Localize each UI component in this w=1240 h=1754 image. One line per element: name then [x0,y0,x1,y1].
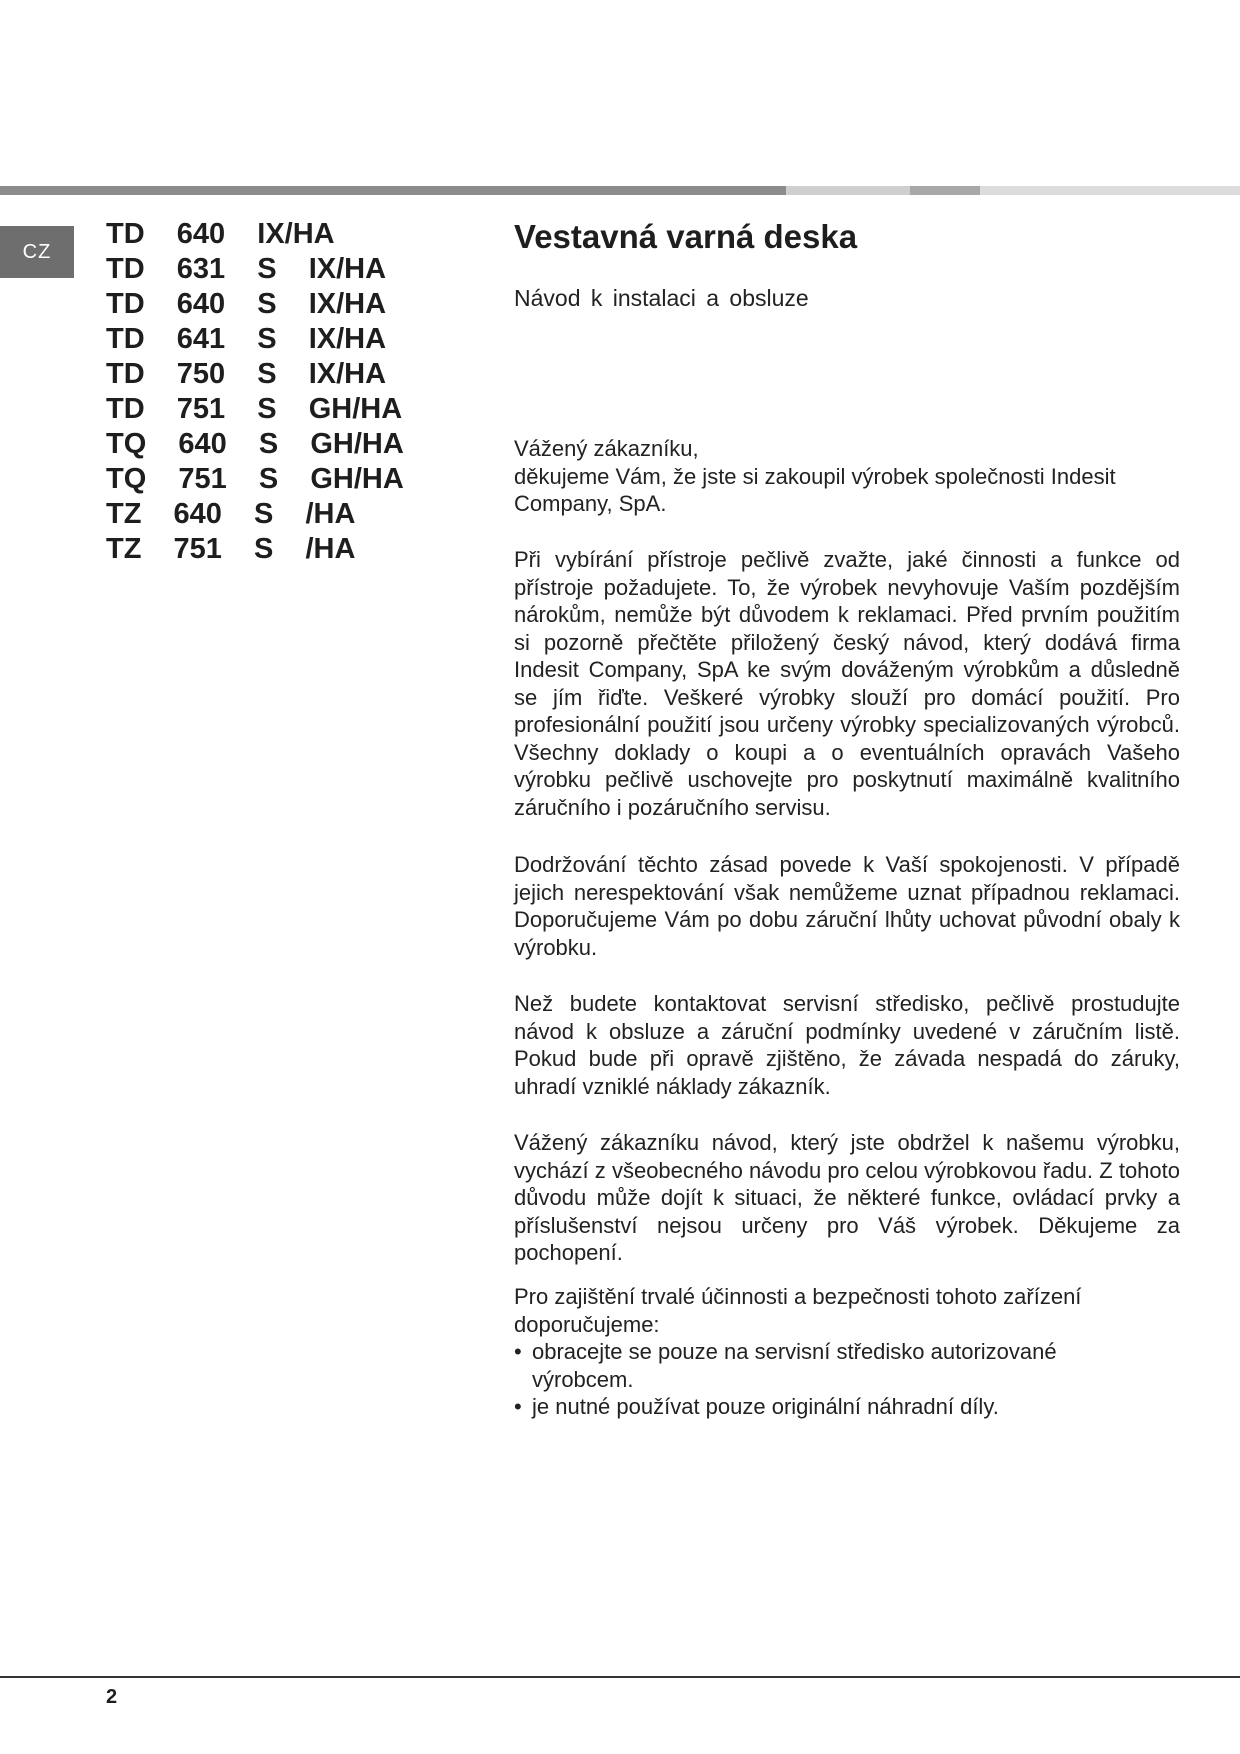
general-manual-paragraph: Vážený zákazníku návod, který jste obdržel k našemu výrobku, vychází z všeobecného návodu pro celou výrobkovou řadu. Z tohoto důvodu může dojít k situaci, že některé funkce, ovládací prvky a příslušenství nejsou určeny pro Váš výrobek. Děkujeme za pochopení. [514,1130,1180,1265]
model-item: TZ 751 S /HA [106,533,356,565]
model-item: TD 751 S GH/HA [106,393,403,425]
header-bar-dark [0,186,786,195]
page-subtitle: Návod k instalaci a obsluze [514,285,809,311]
intro-paragraph: Při vybírání přístroje pečlivě zvažte, jaké činnosti a funkce od přístroje požadujete. To, že výrobek nevyhovuje Vaším pozdějším nárokům, nemůže být důvodem k reklamaci. Před prvním použitím si pozorně přečtěte přiložený český návod, který dodává firma Indesit Company, SpA ke svým dováženým výrobkům a důsledně se jím řiďte. Veškeré výrobky slouží pro domácí použití. Pro profesionální použití jsou určeny výrobky specializovaných výrobců. Všechny doklady o koupi a o eventuálních opravách Vašeho výrobku pečlivě uschovejte pro poskytnutí maximálně kvalitního záručního i pozáručního servisu. [514,547,1180,820]
compliance-paragraph: Dodržování těchto zásad povede k Vaší spokojenosti. V případě jejich nerespektování však nemůžeme uznat případnou reklamaci. Doporučujeme Vám po dobu záruční lhůty uchovat původní obaly k výrobku. [514,852,1180,960]
model-item: TD 750 S IX/HA [106,358,387,390]
model-list [106,217,404,567]
model-item: TD 631 S IX/HA [106,253,387,285]
header-bar-light [980,186,1240,195]
footer-rule [0,1676,1240,1678]
recommendations-intro: Pro zajištění trvalé účinnosti a bezpečnosti tohoto zařízení doporučujeme: [514,1284,1082,1337]
recommendations-list [514,1338,1154,1421]
main-content [514,215,1180,1419]
recommendations-block [514,1283,1154,1421]
page-number: 2 [106,1686,118,1708]
language-tab: CZ [0,226,74,278]
model-item: TD 640 S IX/HA [106,288,387,320]
model-item: TQ 751 S GH/HA [106,463,404,495]
list-item: • obracejte se pouze na servisní středisko autorizované výrobcem. [514,1338,1154,1393]
service-paragraph: Než budete kontaktovat servisní středisko, pečlivě prostudujte návod k obsluze a záruční podmínky uvedené v záručním listě. Pokud bude při opravě zjištěno, že závada nespadá do záruky, uhradí vzniklé náklady zákazník. [514,991,1180,1099]
model-item: TQ 640 S GH/HA [106,428,404,460]
header-bar-mid [786,186,910,195]
greeting-paragraph: Vážený zákazníku, děkujeme Vám, že jste si zakoupil výrobek společnosti Indesit Company, SpA. [514,436,1116,516]
model-item: TZ 640 S /HA [106,498,356,530]
page-title: Vestavná varná deska [514,218,858,255]
list-item: • je nutné používat pouze originální náhradní díly. [514,1393,1154,1421]
model-item: TD 640 IX/HA [106,218,335,250]
model-item: TD 641 S IX/HA [106,323,387,355]
header-bar-accent [910,186,980,195]
